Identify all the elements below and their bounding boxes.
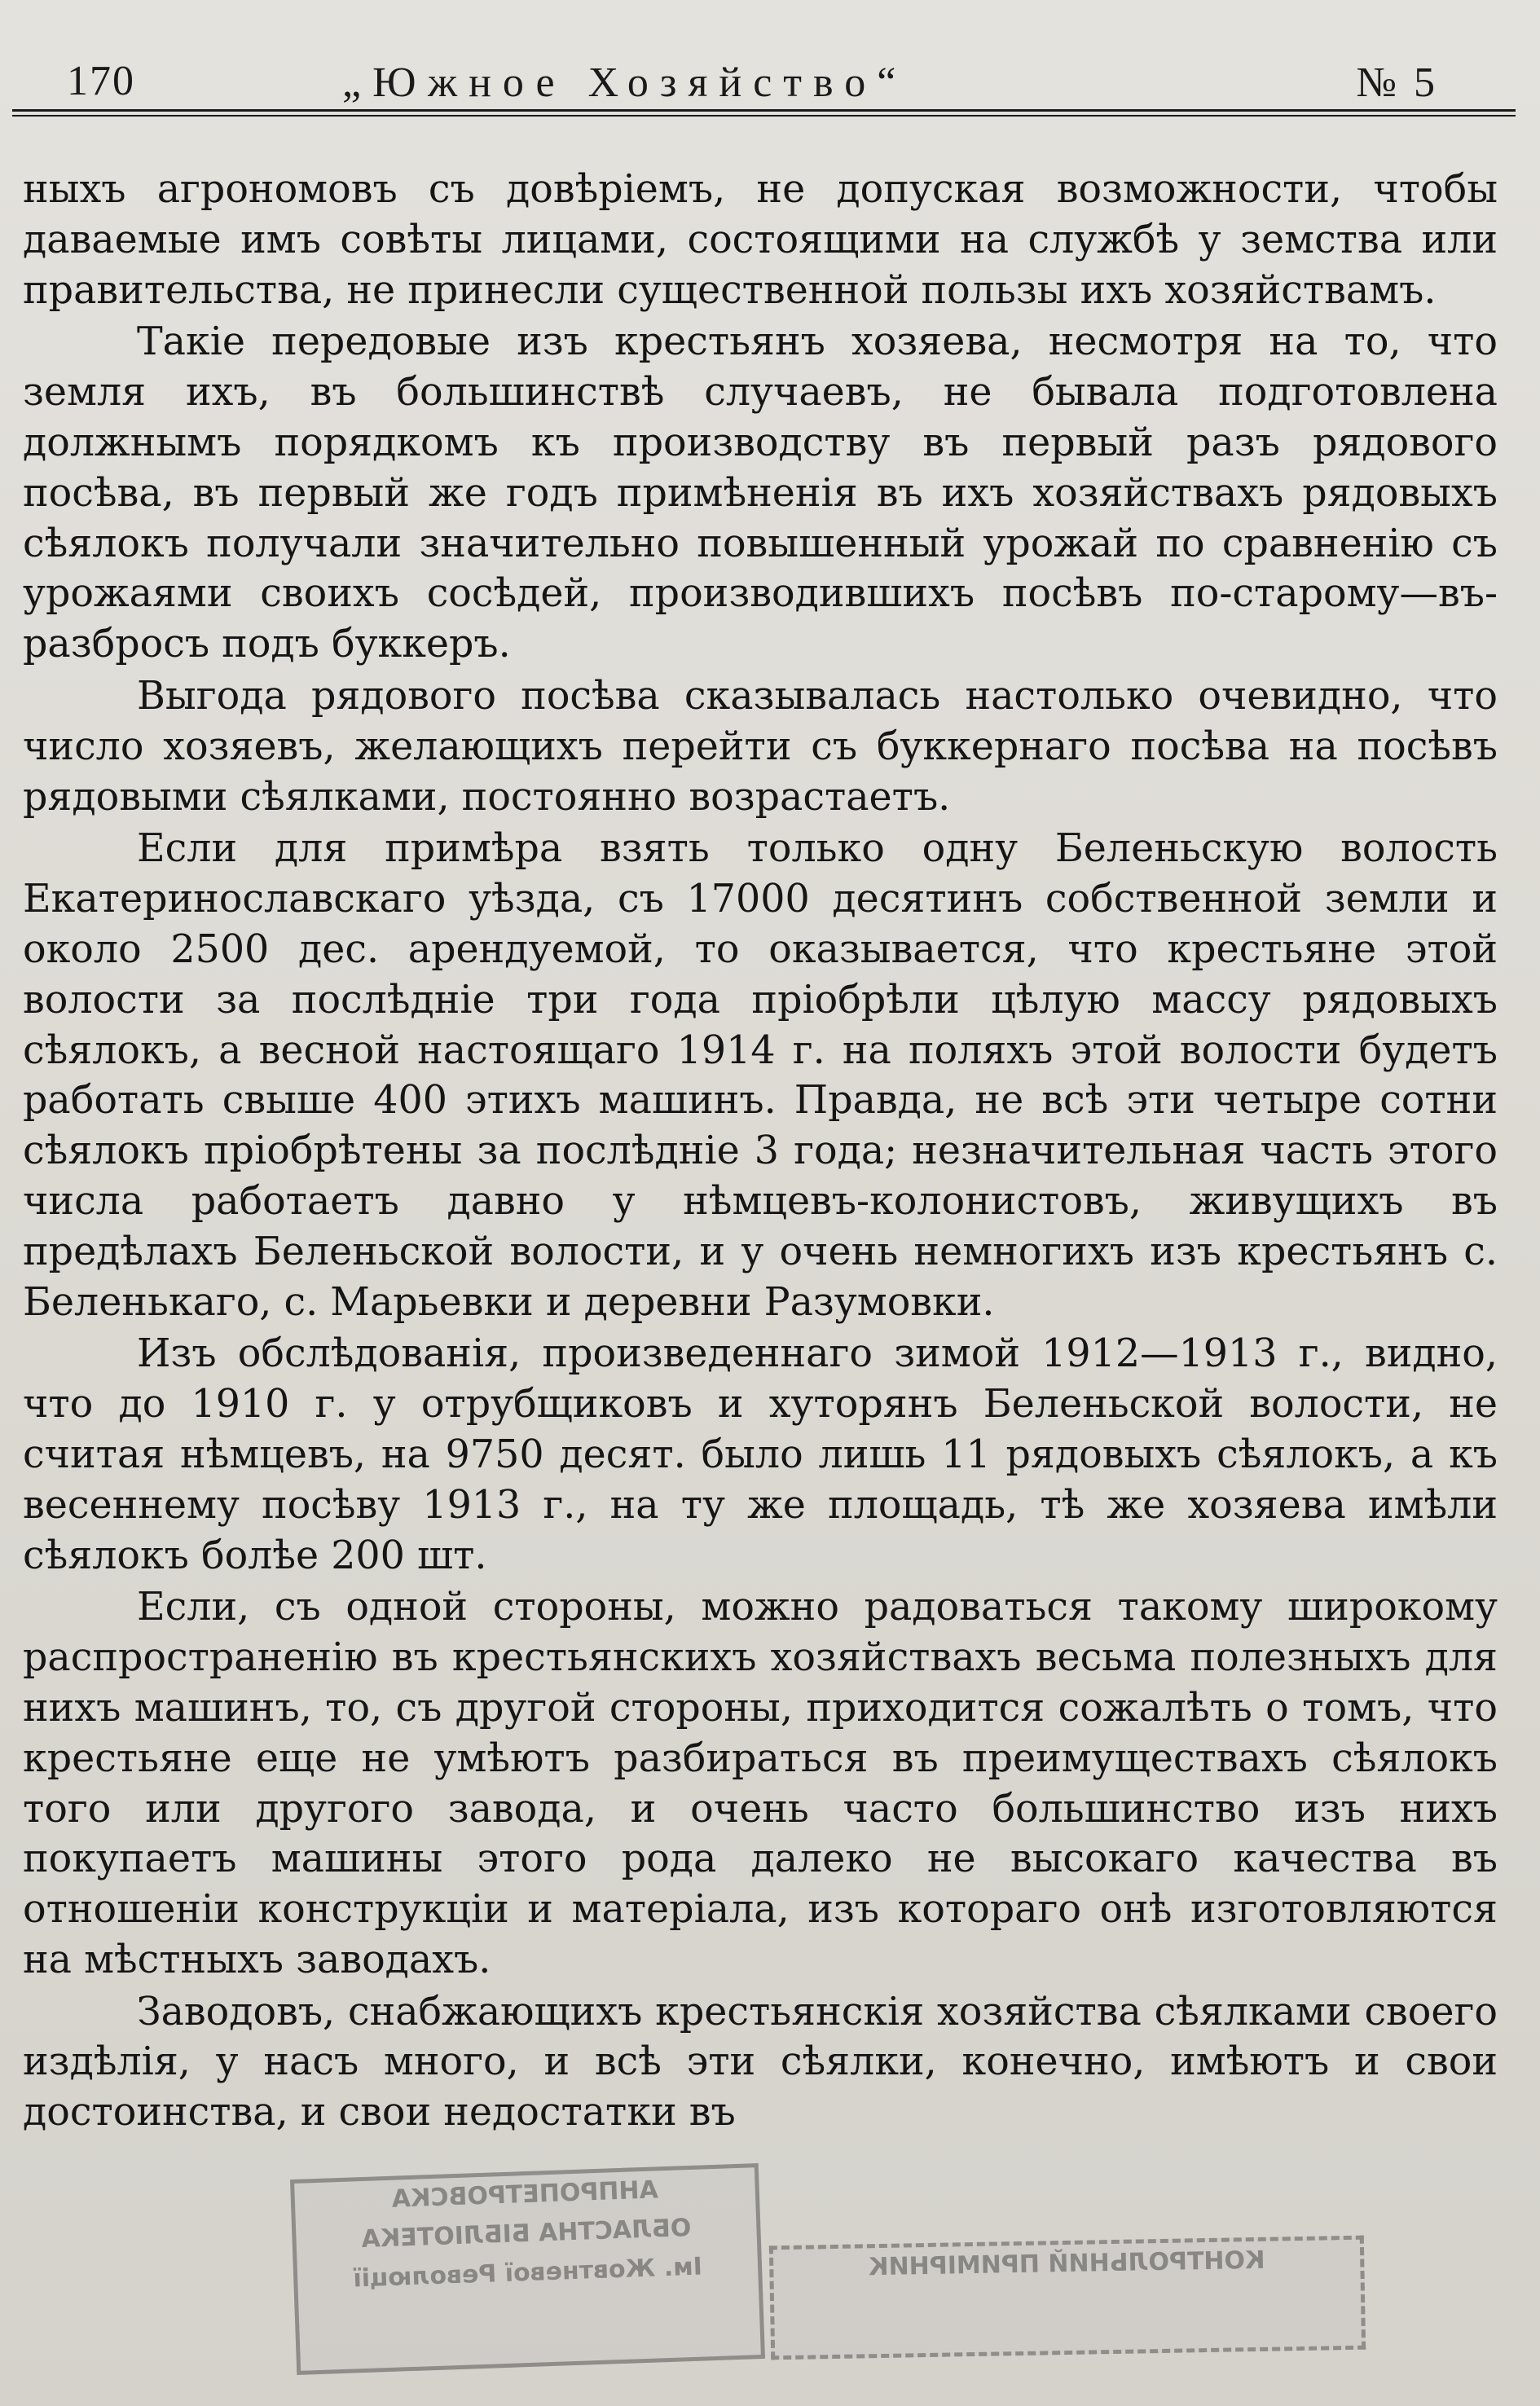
stamp-line: АНПРОПЕТРОВСКА: [391, 2175, 659, 2214]
paragraph: Такіе передовые изъ крестьянъ хозяева, несмотря на то, что земля ихъ, въ большинствѣ случаевъ, не бывала подготовлена должнымъ порядкомъ къ производству въ первый разъ рядового посѣва, въ первый же годъ примѣненія въ ихъ хозяйствахъ рядовыхъ сѣялокъ получали значительно повышенный урожай по сравненію съ урожаями своихъ сосѣдей, производившихъ посѣвъ по-старому—въ-разбросъ подъ буккеръ.: [23, 319, 1498, 667]
page-number: 170: [67, 58, 135, 104]
control-copy-stamp: [769, 2236, 1366, 2360]
stamp-line: КОНТРОЛЬНИЙ ПРИМІРНИК: [868, 2245, 1265, 2282]
paragraph: Заводовъ, снабжающихъ крестьянскія хозяйства сѣялками своего издѣлія, у насъ много, и всѣ эти сѣялки, конечно, имѣютъ и свои достоинства, и свои недостатки въ: [23, 1989, 1498, 2135]
issue-number: № 5: [1356, 59, 1438, 106]
paragraph: Если, съ одной стороны, можно радоваться такому широкому распространенію въ крестьянскихъ хозяйствахъ весьма полезныхъ для нихъ машинъ, то, съ другой стороны, приходится сожалѣть о томъ, что крестьяне еще не умѣютъ разбираться въ преимуществахъ сѣялокъ того или другого завода, и очень часто большинство изъ нихъ покупаетъ машины этого рода далеко не высокаго качества въ отношеніи конструкціи и матеріала, изъ котораго онѣ изготовляются на мѣстныхъ заводахъ.: [23, 1585, 1498, 1982]
header-rule-top: [12, 109, 1516, 112]
journal-title: „Южное Хозяйство“: [342, 59, 908, 106]
stamp-line: Ім. Жовтневої Революції: [352, 2252, 703, 2294]
stamp-line: ОБЛАСТНА БІБЛІОТЕКА: [361, 2213, 692, 2254]
page-header: [16, 57, 1499, 122]
library-stamp: [290, 2163, 765, 2375]
paragraph: Если для примѣра взять только одну Беленьскую волость Екатеринославскаго уѣзда, съ 17000 десятинъ собственной земли и около 2500 дес. арендуемой, то оказывается, что крестьяне этой волости за послѣдніе три года пріобрѣли цѣлую массу рядовыхъ сѣялокъ, а весной настоящаго 1914 г. на поляхъ этой волости будетъ работать свыше 400 этихъ машинъ. Правда, не всѣ эти четыре сотни сѣялокъ пріобрѣтены за послѣдніе 3 года; незначительная часть этого числа работаетъ давно у нѣмцевъ-колонистовъ, живущихъ въ предѣлахъ Беленьской волости, и у очень немногихъ изъ крестьянъ с. Беленькаго, с. Марьевки и деревни Разумовки.: [23, 826, 1498, 1325]
paragraph: Изъ обслѣдованія, произведеннаго зимой 1912—1913 г., видно, что до 1910 г. у отрубщиковъ и хуторянъ Беленьской волости, не считая нѣмцевъ, на 9750 десят. было лишь 11 рядовыхъ сѣялокъ, а къ весеннему посѣву 1913 г., на ту же площадь, тѣ же хозяева имѣли сѣялокъ болѣе 200 шт.: [23, 1331, 1498, 1578]
article-body: [23, 165, 1498, 2138]
header-rule-bottom: [12, 115, 1516, 117]
paragraph: ныхъ агрономовъ съ довѣріемъ, не допуская возможности, чтобы даваемые имъ совѣты лицами, состоящими на службѣ у земства или правительства, не принесли существенной пользы ихъ хозяйствамъ.: [23, 167, 1498, 313]
paragraph: Выгода рядового посѣва сказывалась настолько очевидно, что число хозяевъ, желающихъ перейти съ буккернаго посѣва на посѣвъ рядовыми сѣялками, постоянно возрастаетъ.: [23, 673, 1498, 820]
